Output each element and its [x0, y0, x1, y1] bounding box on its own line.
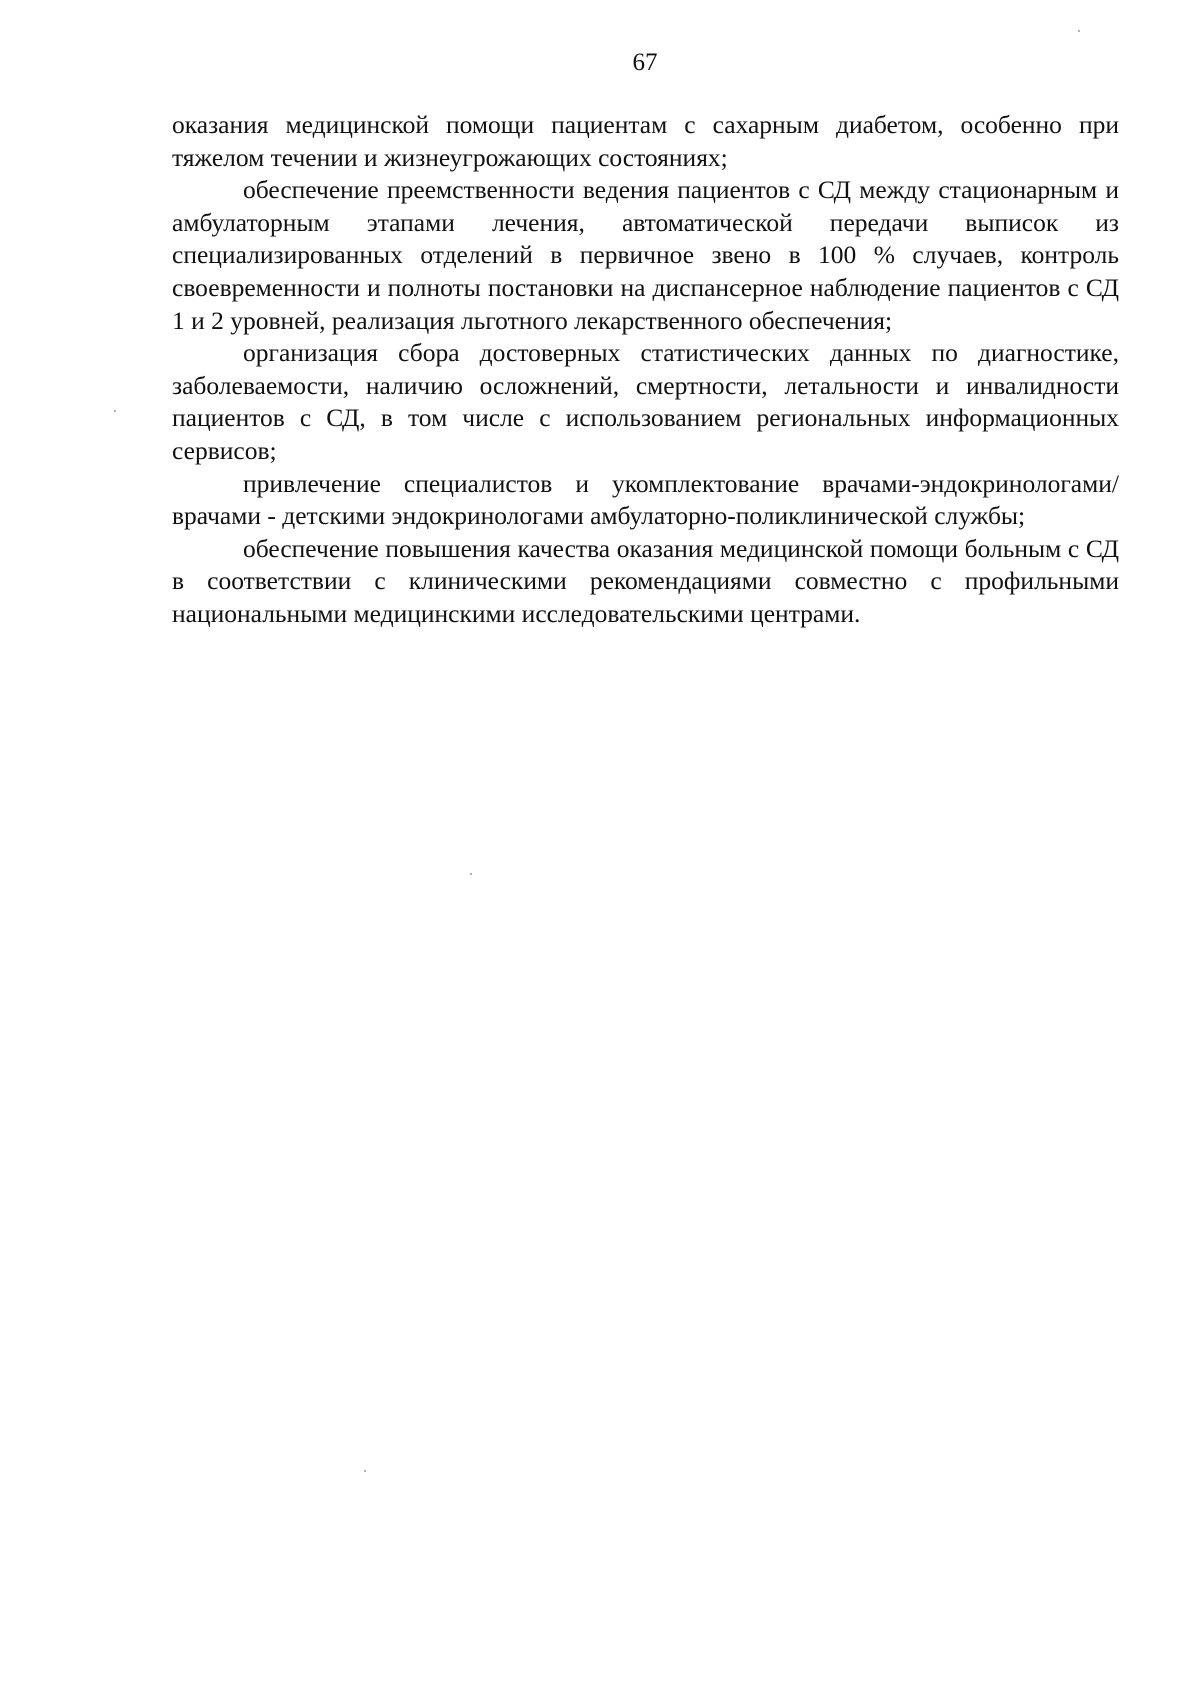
paragraph-statistics-collection: организация сбора достоверных статистических данных по диагностике, заболеваемости, наличию осложнений, смертности, летальности и инвалидности пациентов с СД, в том числе с использованием региональных информационных сервисов;: [172, 338, 1119, 465]
scan-speck: [1078, 30, 1080, 32]
scan-speck: [364, 1470, 366, 1472]
scan-speck: [470, 873, 472, 875]
scan-speck: [114, 410, 116, 412]
paragraph-quality-improvement: обеспечение повышения качества оказания медицинской помощи больным с СД в соответствии с клиническими рекомендациями совместно с профильными национальными медицинскими исследовательскими центрами.: [172, 533, 1119, 628]
paragraph-staffing: привлечение специалистов и укомплектование врачами-эндокринологами/ врачами - детскими эндокринологами амбулаторно-поликлинической службы;: [172, 468, 1119, 531]
paragraph-continuation: оказания медицинской помощи пациентам с сахарным диабетом, особенно при тяжелом течении и жизнеугрожающих состояниях;: [172, 110, 1119, 172]
document-body: [172, 109, 1119, 631]
page-number: 67: [632, 49, 658, 76]
paragraph-continuity-of-care: обеспечение преемственности ведения пациентов с СД между стационарным и амбулаторным этапами лечения, автоматической передачи выписок из специализированных отделений в первичное звено в 100 % случаев, контроль своевременности и полноты постановки на диспансерное наблюдение пациентов с СД 1 и 2 уровней, реализация льготного лекарственного обеспечения;: [172, 175, 1119, 335]
